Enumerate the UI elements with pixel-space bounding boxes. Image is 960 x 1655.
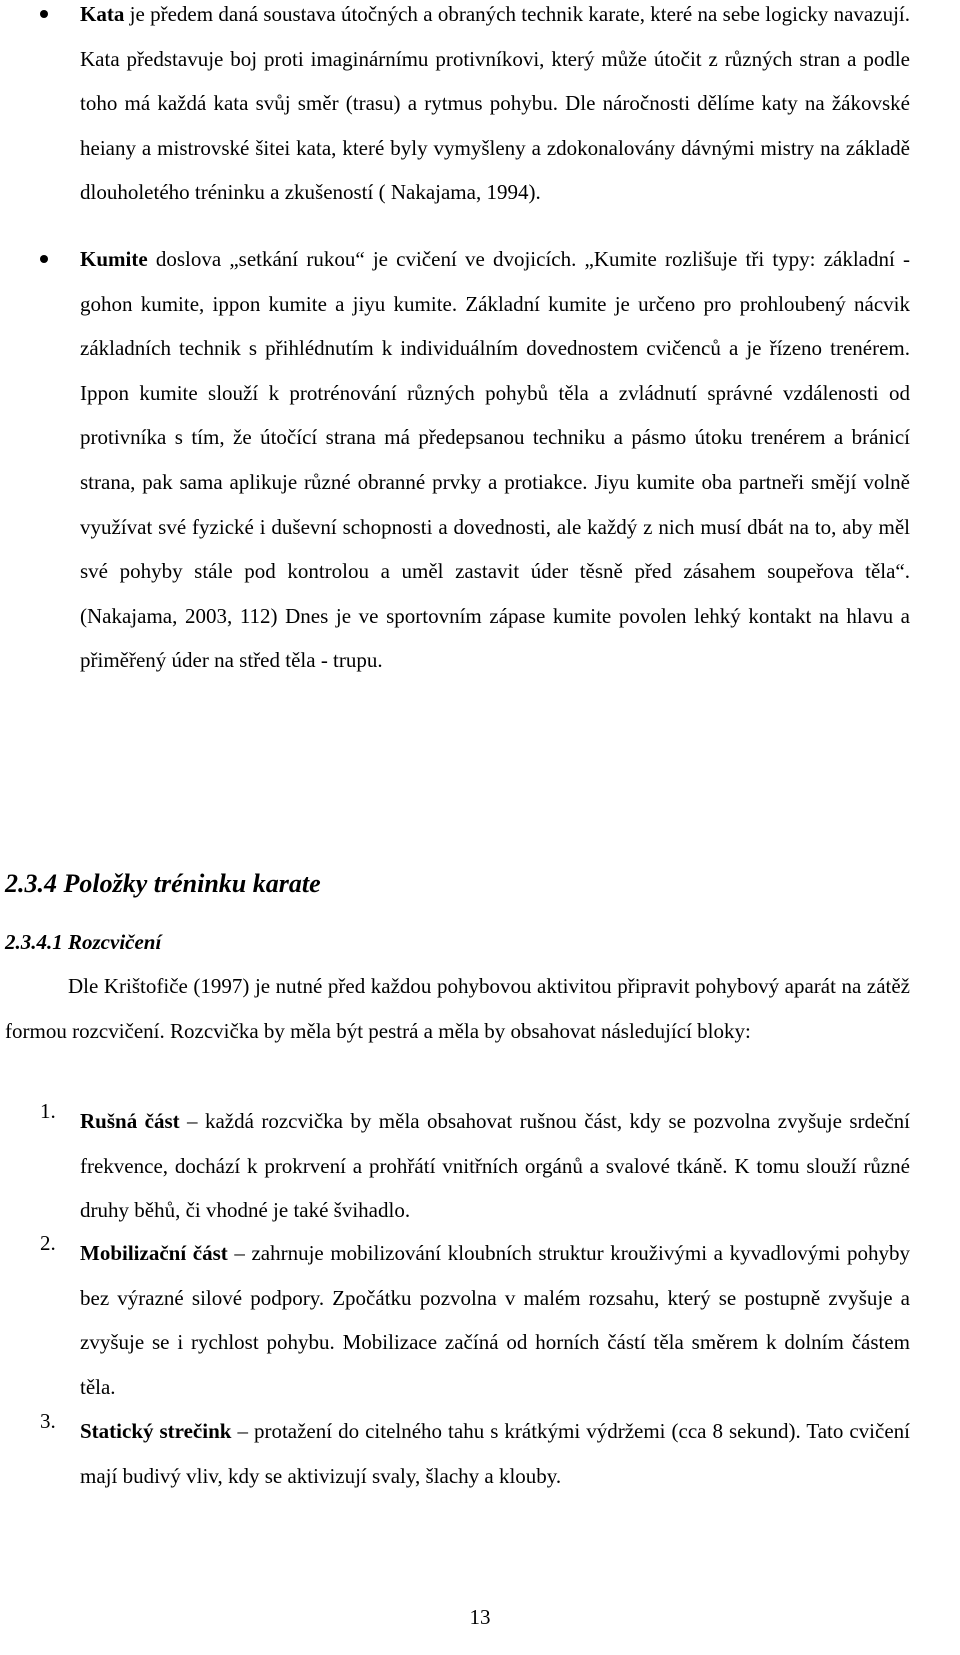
bullet-kumite [80,237,910,683]
list-text: – každá rozcvička by měla obsahovat rušnou část, kdy se pozvolna zvyšuje srdeční frekvence, dochází k prokrvení a prohřátí vnitřních orgánů a svalové tkáně. K tomu slouží různé druhy běhů, či vhodné je také švihadlo. [80,1109,910,1223]
list-item-staticky-strecink [80,1409,910,1498]
list-text: – protažení do citelného tahu s krátkými výdržemi (cca 8 sekund). Tato cvičení mají budivý vliv, kdy se aktivizují svaly, šlachy a klouby. [80,1419,910,1488]
bullet-text: doslova „setkání rukou“ je cvičení ve dvojicích. „Kumite rozlišuje tři typy: základní - gohon kumite, ippon kumite a jiyu kumite. Základní kumite je určeno pro prohloubený nácvik základních technik s přihlédnutím k individuálním dovednostem cvičenců a je řízeno trenérem. Ippon kumite slouží k protrénování různých pohybů těla a zvládnutí správné vzdálenosti od protivníka s tím, že útočící strana má předepsanou techniku a pásmo útoku trenérem a bránicí strana, pak sama aplikuje různé obranné prvky a protiakce. Jiyu kumite oba partneři smějí volně využívat své fyzické i duševní schopnosti a dovednosti, ale každý z nich musí dbát na to, aby měl své pohyby stále pod kontrolou a uměl zastavit úder těsně před zásahem soupeřova těla“. (Nakajama, 2003, 112) Dnes je ve sportovním zápase kumite povolen lehký kontakt na hlavu a přiměřený úder na střed těla - trupu. [80,247,910,673]
list-number: 2. [40,1231,56,1255]
list-item-rusna-cast [80,1099,910,1233]
list-term: Statický strečink [80,1419,232,1443]
subsection-heading: 2.3.4.1 Rozcvičení [5,930,162,954]
intro-text: Dle Krištofiče (1997) je nutné před každou pohybovou aktivitou připravit pohybový aparát na zátěž formou rozcvičení. Rozcvička by měla být pestrá a měla by obsahovat následující bloky: [5,974,910,1043]
list-text: – zahrnuje mobilizování kloubních struktur krouživými a kyvadlovými pohyby bez výrazné silové podpory. Zpočátku pozvolna v malém rozsahu, který se postupně zvyšuje a zvyšuje se i rychlost pohybu. Mobilizace začíná od horních částí těla směrem k dolním částem těla. [80,1241,910,1399]
page-number: 13 [469,1605,491,1629]
section-heading: 2.3.4 Položky tréninku karate [5,869,321,898]
bullet-kata [80,0,910,215]
bullet-term: Kata [80,2,125,26]
list-number: 1. [40,1099,56,1123]
bullet-dot-icon [40,10,48,18]
bullet-term: Kumite [80,247,148,271]
list-term: Mobilizační část [80,1241,228,1265]
bullet-dot-icon [40,255,48,263]
list-item-mobilizacni-cast [80,1231,910,1409]
list-number: 3. [40,1409,56,1433]
bullet-text: je předem daná soustava útočných a obraných technik karate, které na sebe logicky navazují. Kata představuje boj proti imaginárnímu protivníkovi, který může útočit z různých stran a podle toho má každá kata svůj směr (trasu) a rytmus pohybu. Dle náročnosti dělíme katy na žákovské heiany a mistrovské šitei kata, které byly vymyšleny a zdokonalovány dávnými mistry na základě dlouholetého tréninku a zkušeností ( Nakajama, 1994). [80,2,910,205]
intro-paragraph [5,964,910,1053]
list-term: Rušná část [80,1109,180,1133]
